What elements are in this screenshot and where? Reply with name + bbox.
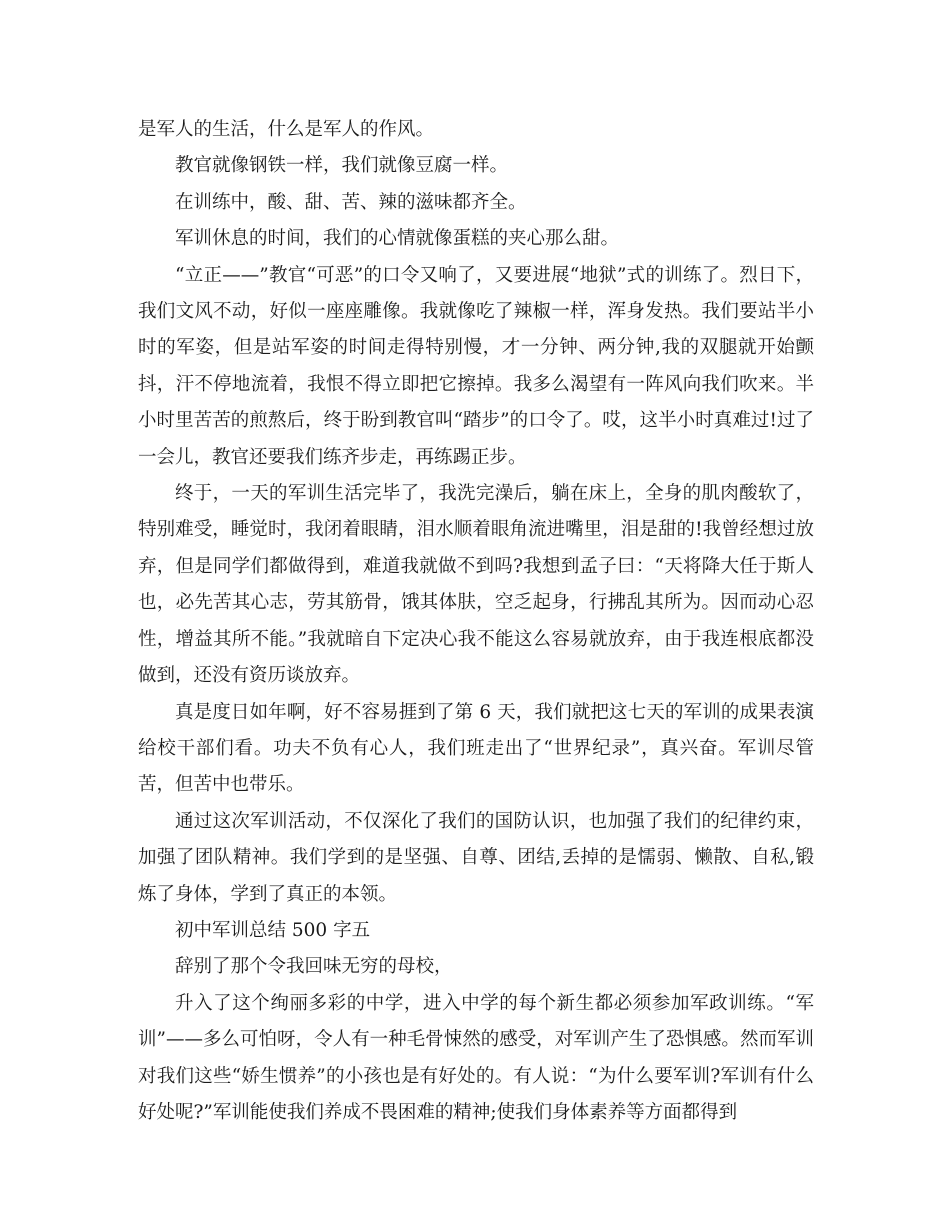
paragraph-5: “立正——”教官“可恶”的口令又响了，又要进展“地狱”式的训练了。烈日下，我们文风不动，好似一座座雕像。我就像吃了辣椒一样，浑身发热。我们要站半小时的军姿，但是站军姿的时间走得特别慢，才一分钟、两分钟,我的双腿就开始颤抖，汗不停地流着，我恨不得立即把它擦掉。我多么渴望有一阵风向我们吹来。半小时里苦苦的煎熬后，终于盼到教官叫“踏步”的口令了。哎，这半小时真难过!过了一会儿，教官还要我们练齐步走，再练踢正步。 — [138, 264, 814, 468]
document-body — [138, 112, 814, 1131]
section-heading: 初中军训总结 500 字五 — [175, 919, 371, 941]
paragraph-2: 教官就像钢铁一样，我们就像豆腐一样。 — [175, 155, 509, 177]
paragraph-4: 军训休息的时间，我们的心情就像蛋糕的夹心那么甜。 — [175, 228, 620, 250]
paragraph-6: 终于，一天的军训生活完毕了，我洗完澡后，躺在床上，全身的肌肉酸软了，特别难受，睡觉时，我闭着眼睛，泪水顺着眼角流进嘴里，泪是甜的!我曾经想过放弃，但是同学们都做得到，难道我就做不到吗?我想到孟子曰：“天将降大任于斯人也，必先苦其心志，劳其筋骨，饿其体肤，空乏起身，行拂乱其所为。因而动心忍性，增益其所不能。”我就暗自下定决心我不能这么容易就放弃，由于我连根底都没做到，还没有资历谈放弃。 — [138, 483, 814, 687]
paragraph-7: 真是度日如年啊，好不容易捱到了第 6 天，我们就把这七天的军训的成果表演给校干部们看。功夫不负有心人，我们班走出了“世界纪录”，真兴奋。军训尽管苦，但苦中也带乐。 — [138, 701, 814, 796]
paragraph-11: 升入了这个绚丽多彩的中学，进入中学的每个新生都必须参加军政训练。“军训”——多么可怕呀，令人有一种毛骨悚然的感受，对军训产生了恐惧感。然而军训对我们这些“娇生惯养”的小孩也是有好处的。有人说：“为什么要军训?军训有什么好处呢?”军训能使我们养成不畏困难的精神;使我们身体素养等方面都得到 — [138, 992, 814, 1123]
paragraph-8: 通过这次军训活动，不仅深化了我们的国防认识，也加强了我们的纪律约束，加强了团队精神。我们学到的是坚强、自尊、团结,丢掉的是懦弱、懒散、自私,锻炼了身体，学到了真正的本领。 — [138, 810, 814, 905]
paragraph-10: 辞别了那个令我回味无穷的母校， — [175, 956, 453, 978]
paragraph-1: 是军人的生活，什么是军人的作风。 — [138, 119, 435, 140]
paragraph-3: 在训练中，酸、甜、苦、辣的滋味都齐全。 — [175, 191, 527, 213]
